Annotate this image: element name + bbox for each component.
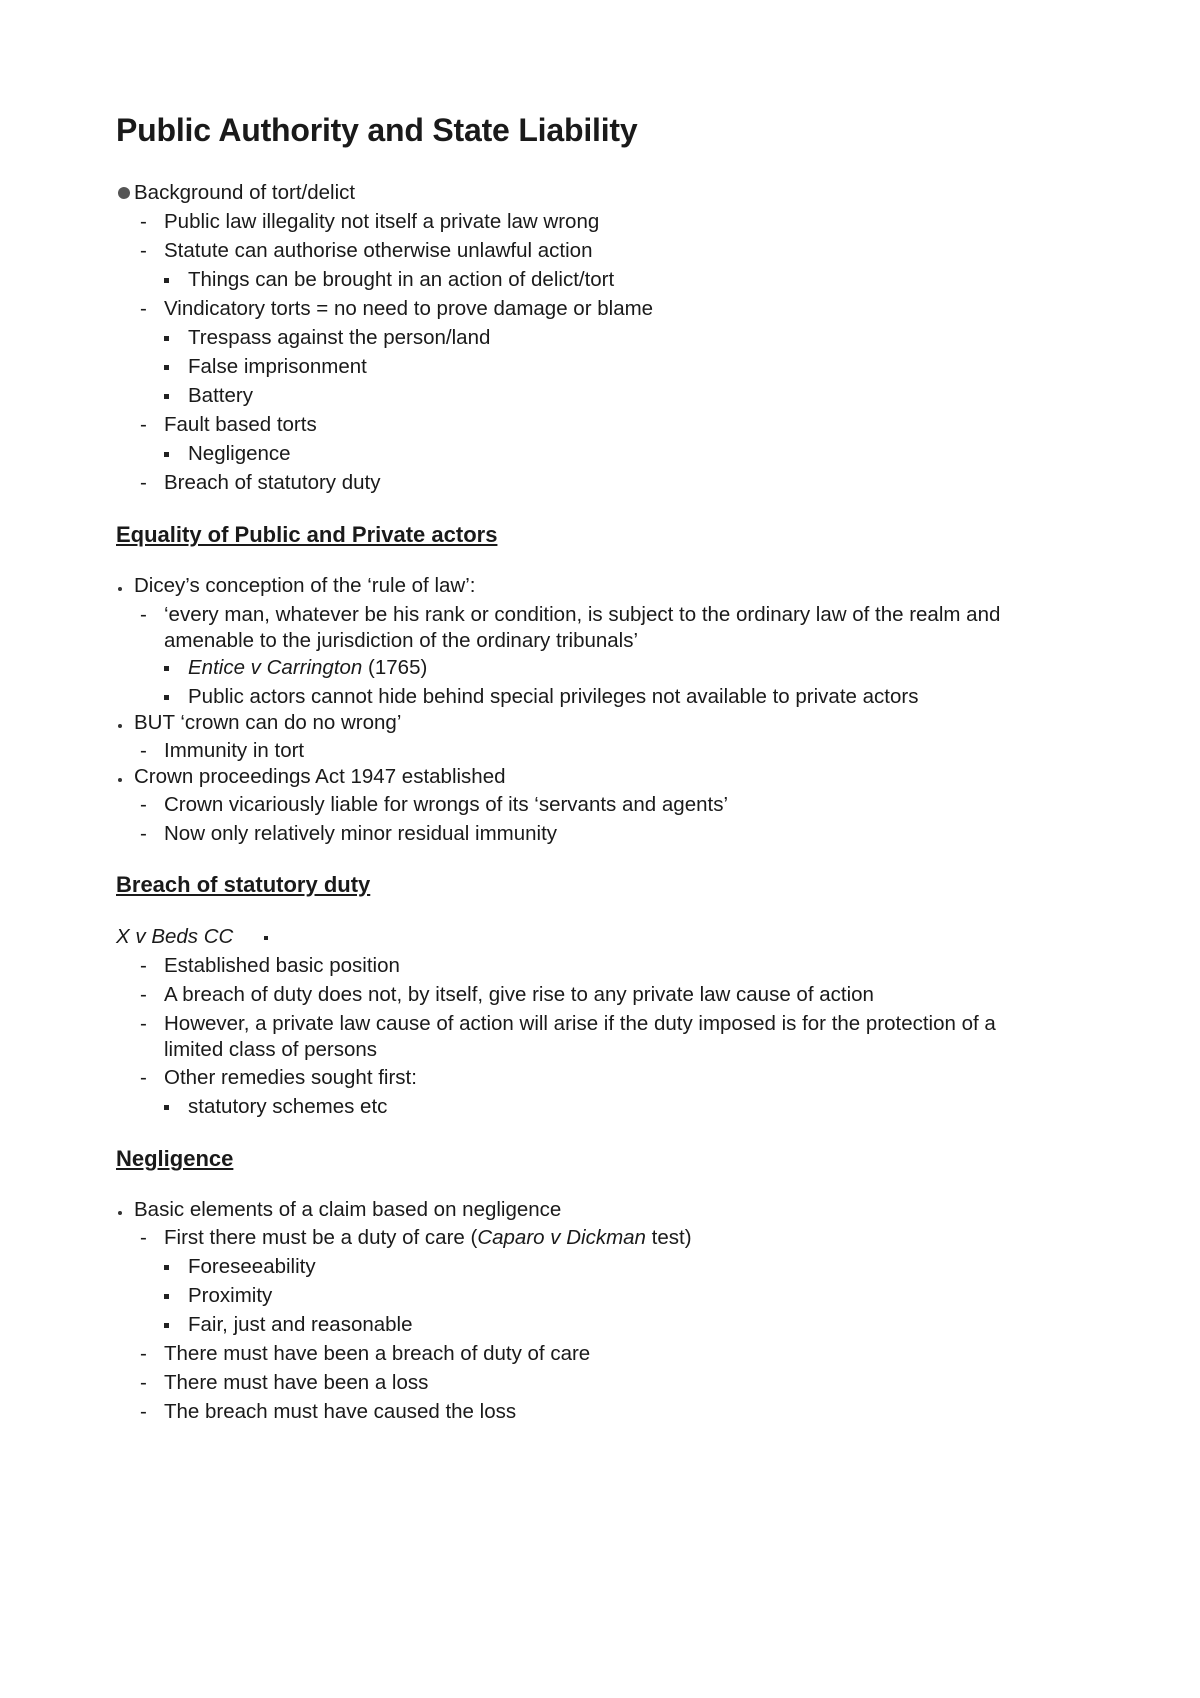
list-item-text: Vindicatory torts = no need to prove damage or blame xyxy=(164,297,654,320)
dash-icon: - xyxy=(140,413,147,436)
square-bullet-icon xyxy=(164,1294,169,1299)
dash-icon: - xyxy=(140,239,147,262)
list-item-text: False imprisonment xyxy=(188,355,367,378)
list-item xyxy=(140,238,593,264)
bullet-icon xyxy=(118,724,122,728)
dash-icon: - xyxy=(140,471,147,494)
case-name: X v Beds CC xyxy=(116,925,234,948)
list-item-text: There must have been a loss xyxy=(164,1371,429,1394)
list-item-text: Battery xyxy=(188,384,253,407)
list-item xyxy=(140,953,400,979)
list-item-text: Statute can authorise otherwise unlawful action xyxy=(164,239,593,262)
list-item-text: BUT ‘crown can do no wrong’ xyxy=(134,711,402,734)
square-bullet-icon xyxy=(164,365,169,370)
page-title: Public Authority and State Liability xyxy=(116,112,638,148)
dash-icon: - xyxy=(140,603,147,626)
list-item-text: Established basic position xyxy=(164,954,400,977)
list-item xyxy=(140,1225,692,1251)
list-item-text: There must have been a breach of duty of care xyxy=(164,1342,591,1365)
square-bullet-icon xyxy=(164,394,169,399)
list-item-text: The breach must have caused the loss xyxy=(164,1400,517,1423)
list-item-text: Breach of statutory duty xyxy=(164,471,381,494)
case-name: Entice v Carrington xyxy=(188,656,363,679)
list-item-text: statutory schemes etc xyxy=(188,1095,388,1118)
list-item xyxy=(140,792,729,818)
square-bullet-icon xyxy=(164,1323,169,1328)
list-item xyxy=(140,821,558,847)
list-item-text: Other remedies sought first: xyxy=(164,1066,417,1089)
list-item-text: Now only relatively minor residual immunity xyxy=(164,822,558,845)
dash-icon: - xyxy=(140,983,147,1006)
dash-icon: - xyxy=(140,793,147,816)
list-item xyxy=(140,296,654,322)
list-item xyxy=(140,1370,429,1396)
dash-icon: - xyxy=(140,1066,147,1089)
bullet-icon xyxy=(118,587,122,591)
list-item xyxy=(140,1065,417,1091)
bullet-icon xyxy=(118,1211,122,1215)
list-item xyxy=(140,602,1001,628)
square-bullet-icon xyxy=(164,666,169,671)
list-item-text: Fair, just and reasonable xyxy=(188,1313,413,1336)
list-item-text: test) xyxy=(645,1226,692,1249)
dash-icon: - xyxy=(140,210,147,233)
bullet-icon xyxy=(118,778,122,782)
list-item xyxy=(140,470,381,496)
dash-icon: - xyxy=(140,297,147,320)
list-item-text: However, a private law cause of action will arise if the duty imposed is for the protection of a xyxy=(164,1012,996,1035)
dash-icon: - xyxy=(140,954,147,977)
list-item-text: Things can be brought in an action of delict/tort xyxy=(188,268,615,291)
list-item-text: Crown proceedings Act 1947 established xyxy=(134,765,506,788)
dash-icon: - xyxy=(140,1012,147,1035)
list-item xyxy=(140,1399,517,1425)
list-item-text: Public actors cannot hide behind special privileges not available to private actors xyxy=(188,685,919,708)
dash-icon: - xyxy=(140,1226,147,1249)
square-bullet-icon xyxy=(164,336,169,341)
square-bullet-icon xyxy=(164,695,169,700)
square-bullet-icon xyxy=(164,1265,169,1270)
list-item xyxy=(140,1341,591,1367)
list-item-text: Crown vicariously liable for wrongs of its ‘servants and agents’ xyxy=(164,793,729,816)
case-year: (1765) xyxy=(362,656,428,679)
case-name: Caparo v Dickman xyxy=(477,1226,646,1249)
dash-icon: - xyxy=(140,739,147,762)
square-bullet-icon xyxy=(164,1105,169,1110)
section-heading-negligence: Negligence xyxy=(116,1146,234,1171)
dash-icon: - xyxy=(140,1400,147,1423)
list-item-continuation: limited class of persons xyxy=(164,1038,378,1061)
list-item-text: Background of tort/delict xyxy=(134,181,356,204)
list-item xyxy=(140,412,317,438)
list-item xyxy=(140,982,874,1008)
list-item-text: Foreseeability xyxy=(188,1255,316,1278)
list-item xyxy=(140,1011,996,1037)
list-item xyxy=(140,738,305,764)
dash-icon: - xyxy=(140,1342,147,1365)
list-item-text: Public law illegality not itself a private law wrong xyxy=(164,210,600,233)
list-item-text: Immunity in tort xyxy=(164,739,305,762)
list-item-text: A breach of duty does not, by itself, give rise to any private law cause of action xyxy=(164,983,874,1006)
dash-icon: - xyxy=(140,822,147,845)
list-item-text: Fault based torts xyxy=(164,413,317,436)
square-bullet-icon xyxy=(264,936,268,940)
list-item-continuation: amenable to the jurisdiction of the ordinary tribunals’ xyxy=(164,629,639,652)
square-bullet-icon xyxy=(164,452,169,457)
section-heading-equality: Equality of Public and Private actors xyxy=(116,522,498,547)
list-item-text: First there must be a duty of care ( xyxy=(164,1226,478,1249)
list-item-text: ‘every man, whatever be his rank or condition, is subject to the ordinary law of the realm and xyxy=(164,603,1001,626)
list-item-text: Trespass against the person/land xyxy=(188,326,491,349)
bullet-icon xyxy=(118,187,130,199)
list-item xyxy=(140,209,600,235)
list-item-text: Dicey’s conception of the ‘rule of law’: xyxy=(134,574,476,597)
list-item-text: Basic elements of a claim based on negligence xyxy=(134,1198,562,1221)
section-heading-statutory: Breach of statutory duty xyxy=(116,872,371,897)
case-line xyxy=(116,924,233,950)
square-bullet-icon xyxy=(164,278,169,283)
list-item-text: Proximity xyxy=(188,1284,273,1307)
list-item-text: Negligence xyxy=(188,442,291,465)
dash-icon: - xyxy=(140,1371,147,1394)
